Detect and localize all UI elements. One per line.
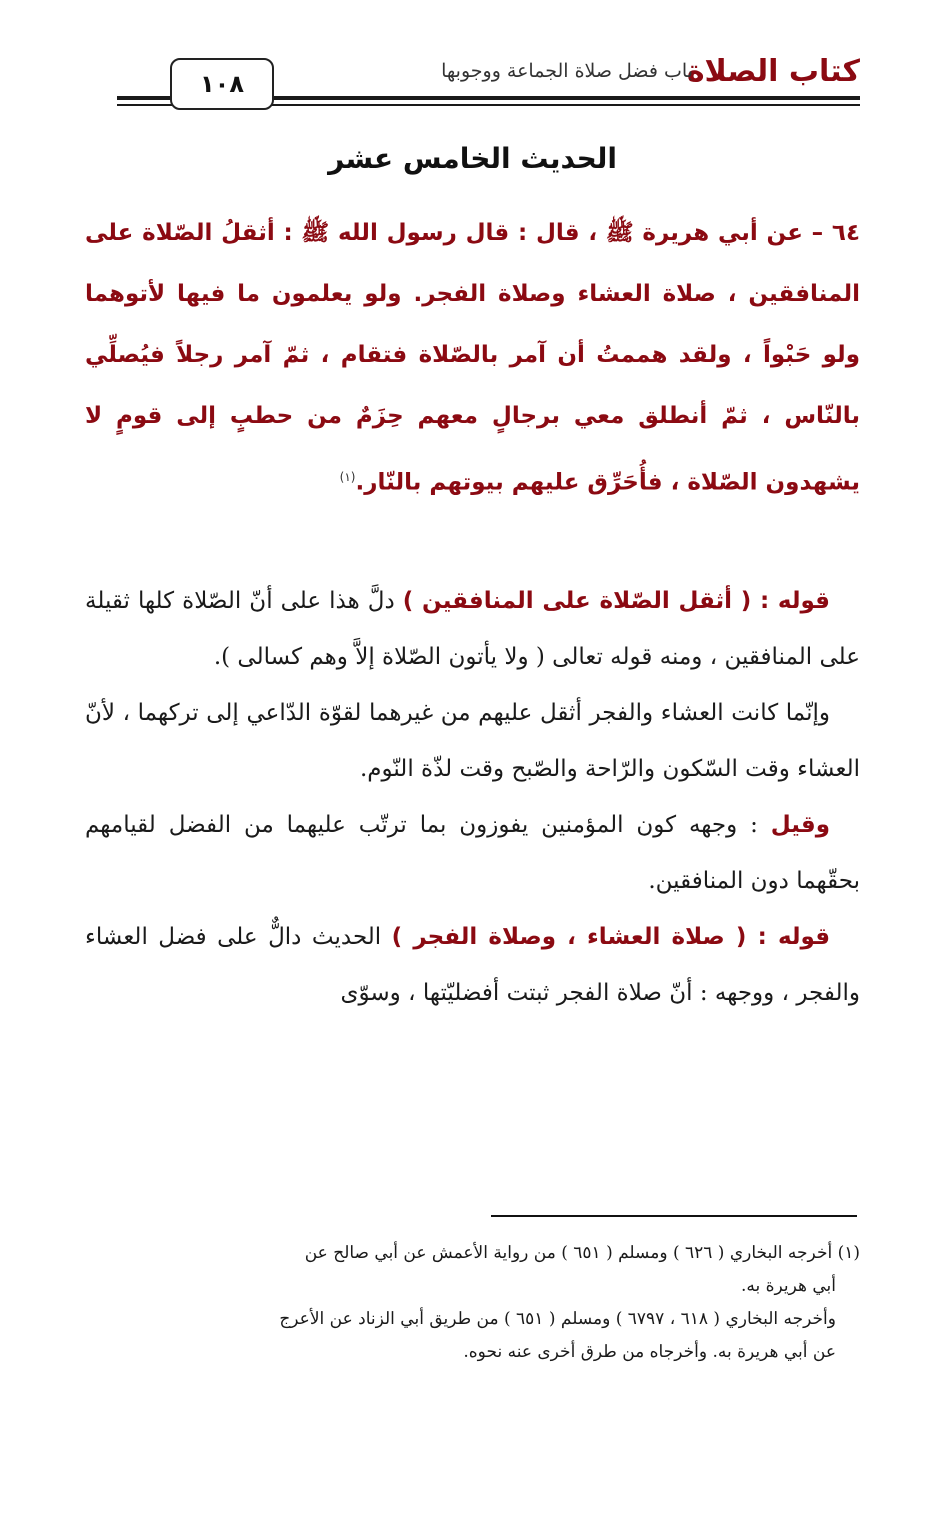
book-title: كتاب الصلاة <box>686 54 860 89</box>
commentary-paragraph-1 <box>85 573 860 685</box>
footnote-ref[interactable]: (١) <box>339 470 356 484</box>
chapter-title: باب فضل صلاة الجماعة ووجوبها <box>441 60 693 82</box>
commentary-text-4: الحديث دالٌّ على فضل العشاء والفجر ، ووجهه : أنّ صلاة الفجر ثبتت أفضليّتها ، وسوّى <box>85 924 860 1006</box>
footnote-line-2: وأخرجه البخاري ( ٦١٨ ، ٦٧٩٧ ) ومسلم ( ٦٥١ ) من طريق أبي الزناد عن الأعرج <box>279 1309 836 1329</box>
commentary <box>85 573 860 1021</box>
commentary-text-3: : وجهه كون المؤمنين يفوزون بما ترتّب عليهما من الفضل لقيامهم بحقّهما دون المنافقين. <box>85 812 860 894</box>
commentary-paragraph-2 <box>85 685 860 797</box>
footnotes <box>85 1237 860 1369</box>
footnote-line-1b: أبي هريرة به. <box>740 1276 836 1296</box>
commentary-label-3: وقيل <box>770 812 830 838</box>
page-number: ١٠٨ <box>170 58 274 110</box>
footnote-divider <box>491 1215 857 1217</box>
commentary-text-1: دلَّ هذا على أنّ الصّلاة كلها ثقيلة على المنافقين ، ومنه قوله تعالى ( ولا يأتون الصّلاة إلاَّ وهم كسالى ). <box>85 588 860 670</box>
commentary-text-2: وإنّما كانت العشاء والفجر أثقل عليهم من غيرهما لقوّة الدّاعي إلى تركهما ، لأنّ العشاء وقت السّكون والرّاحة والصّبح وقت لذّة النّوم. <box>85 700 860 782</box>
commentary-paragraph-4 <box>85 909 860 1021</box>
footnote-line-1: (١) أخرجه البخاري ( ٦٢٦ ) ومسلم ( ٦٥١ ) من رواية الأعمش عن أبي صالح عن <box>304 1243 860 1263</box>
hadith-text-block <box>85 203 860 514</box>
hadith-text: ٦٤ – عن أبي هريرة ﷺ ، قال : قال رسول الله ﷺ : أثقلُ الصّلاة على المنافقين ، صلاة العشاء وصلاة الفجر. ولو يعلمون ما فيها لأتوهما ولو حَبْواً ، ولقد هممتُ أن آمر بالصّلاة فتقام ، ثمّ آمر رجلاً فيُصلِّي بالنّاس ، ثمّ أنطلق معي برجالٍ معهم حِزَمٌ من حطبٍ إلى قومٍ لا يشهدون الصّلاة ، فأُحَرِّق عليهم بيوتهم بالنّار. <box>85 220 860 496</box>
footnote-line-2b: عن أبي هريرة به. وأخرجاه من طرق أخرى عنه نحوه. <box>463 1342 836 1362</box>
commentary-label-4: قوله : ( صلاة العشاء ، وصلاة الفجر ) <box>391 924 831 950</box>
commentary-label-1: قوله : ( أثقل الصّلاة على المنافقين ) <box>402 588 830 614</box>
hadith-title: الحديث الخامس عشر <box>328 142 617 175</box>
commentary-paragraph-3 <box>85 797 860 909</box>
